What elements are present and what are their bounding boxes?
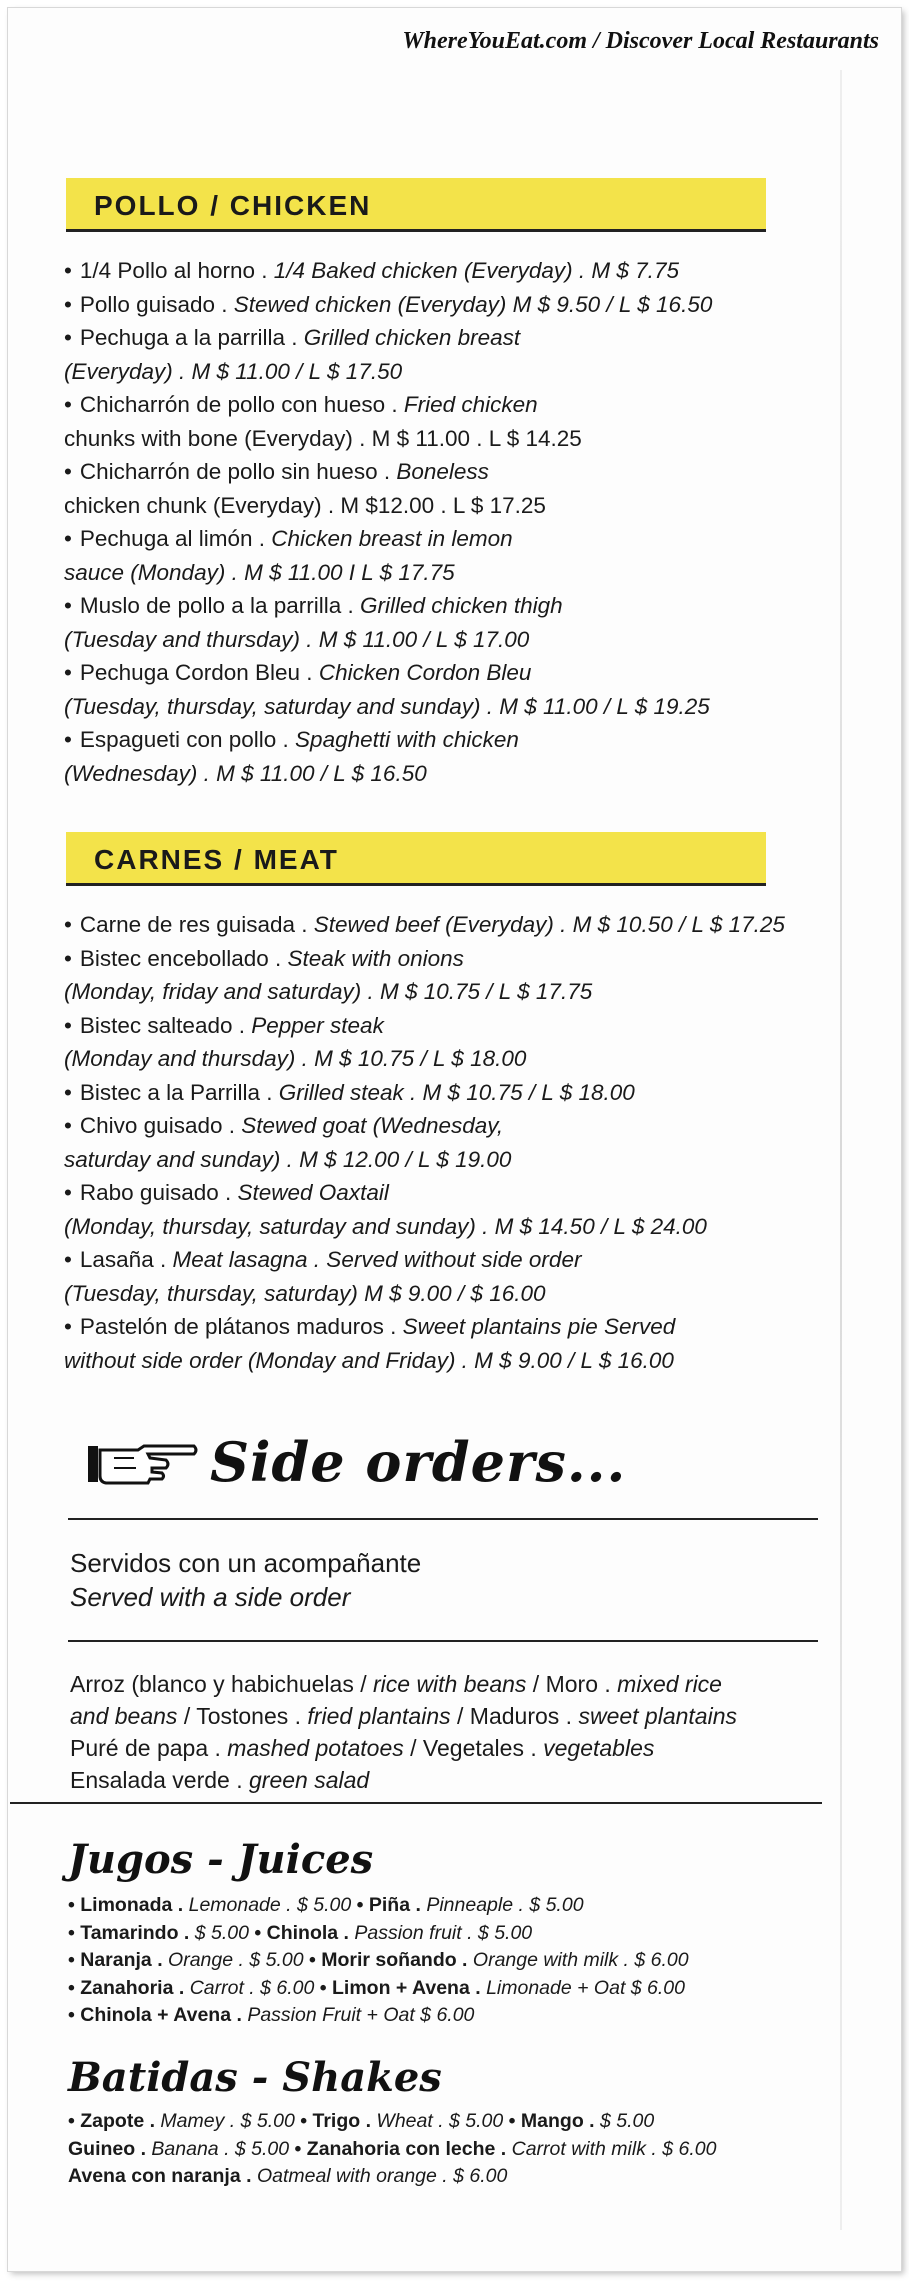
- list-line: [70, 1700, 830, 1732]
- list-line: [70, 1668, 830, 1700]
- menu-item: [64, 723, 844, 790]
- item-price: (Tuesday, thursday, saturday and sunday) . M $ 11.00 / L $ 19.25: [64, 693, 710, 719]
- menu-item: [64, 1109, 844, 1176]
- item-description: Grilled chicken breast: [297, 325, 521, 350]
- served-note: [70, 1546, 421, 1614]
- menu-item: [64, 455, 844, 522]
- spanish-text: • Chinola + Avena .: [68, 2004, 248, 2026]
- bullet-icon: •: [64, 392, 72, 417]
- item-description: Stewed Oaxtail: [231, 1180, 389, 1205]
- item-price: (Tuesday and thursday) . M $ 11.00 / L $ 17.00: [64, 626, 530, 652]
- item-price: chunks with bone (Everyday) . M $ 11.00 . L $ 14.25: [64, 425, 582, 451]
- item-name: Espagueti con pollo .: [79, 727, 289, 752]
- spanish-text: Guineo .: [68, 2137, 152, 2160]
- menu-item: [64, 321, 844, 388]
- item-name: Pechuga Cordon Bleu .: [79, 660, 313, 685]
- spanish-text: • Zanahoria .: [68, 1976, 190, 1999]
- list-line: [70, 1732, 830, 1764]
- spanish-text: / Moro .: [526, 1671, 618, 1697]
- item-price: saturday and sunday) . M $ 12.00 / L $ 19.00: [64, 1146, 512, 1172]
- side-orders-header: [86, 1430, 686, 1500]
- bullet-icon: •: [64, 291, 72, 317]
- item-description: Chicken Cordon Bleu: [312, 660, 532, 685]
- served-en: Served with a side order: [70, 1582, 351, 1612]
- english-text: Pinneaple . $ 5.00: [426, 1894, 584, 1916]
- menu-item: [64, 388, 844, 455]
- side-orders-list: [70, 1668, 830, 1796]
- bullet-icon: •: [64, 526, 72, 551]
- item-description: Spaghetti with chicken: [288, 727, 519, 752]
- list-line: [68, 2108, 848, 2136]
- spanish-text: Ensalada verde .: [70, 1767, 250, 1793]
- english-text: rice with beans: [373, 1671, 527, 1697]
- section-header-chicken: [66, 178, 766, 232]
- bullet-icon: •: [64, 727, 72, 752]
- english-text: Passion Fruit + Oat $ 6.00: [247, 2004, 475, 2026]
- spanish-text: / Tostones .: [177, 1703, 308, 1729]
- pointing-hand-icon: [86, 1438, 198, 1490]
- item-name: Pechuga al limón .: [79, 526, 265, 551]
- item-description: 1/4 Baked chicken (Everyday) . M $ 7.75: [267, 258, 679, 283]
- english-text: $ 5.00: [194, 1921, 255, 1944]
- spanish-text: Avena con naranja .: [68, 2165, 257, 2187]
- bullet-icon: •: [64, 660, 72, 685]
- section-title-chicken: POLLO / CHICKEN: [94, 190, 372, 221]
- item-name: Bistec encebollado .: [79, 945, 282, 971]
- item-description: Sweet plantains pie Served: [396, 1314, 676, 1339]
- item-description: Stewed goat (Wednesday,: [235, 1113, 504, 1138]
- bullet-icon: •: [64, 1180, 72, 1205]
- english-text: Mamey . $ 5.00: [160, 2110, 301, 2132]
- item-name: Muslo de pollo a la parrilla .: [79, 593, 354, 618]
- english-text: sweet plantains: [578, 1703, 737, 1729]
- item-name: Chicharrón de pollo con hueso .: [79, 392, 398, 417]
- spanish-text: • Tamarindo .: [68, 1921, 195, 1944]
- list-line: [68, 1975, 848, 2003]
- item-price: (Monday, friday and saturday) . M $ 10.75 / L $ 17.75: [64, 979, 593, 1004]
- meat-items: [64, 908, 844, 1377]
- menu-item: [64, 522, 844, 589]
- item-description: Steak with onions: [281, 945, 464, 971]
- menu-item: [64, 254, 844, 288]
- side-orders-title: Side orders...: [210, 1430, 627, 1494]
- spanish-text: • Limon + Avena .: [319, 1976, 487, 1999]
- divider: [10, 1802, 822, 1804]
- spanish-text: • Mango .: [508, 2110, 600, 2132]
- shakes-list: [68, 2108, 848, 2191]
- divider: [68, 1518, 818, 1520]
- english-text: Passion fruit . $ 5.00: [354, 1921, 533, 1944]
- section-header-meat: [66, 832, 766, 886]
- item-price: without side order (Monday and Friday) . M $ 9.00 / L $ 16.00: [64, 1347, 674, 1373]
- menu-item: [64, 589, 844, 656]
- menu-item: [64, 942, 844, 1009]
- item-name: Bistec salteado .: [79, 1012, 245, 1038]
- menu-item: [64, 1176, 844, 1243]
- item-name: Bistec a la Parrilla .: [79, 1079, 273, 1105]
- item-price: chicken chunk (Everyday) . M $12.00 . L $ 17.25: [64, 492, 546, 518]
- item-name: Carne de res guisada .: [79, 912, 308, 937]
- english-text: Carrot . $ 6.00: [189, 1976, 320, 1999]
- list-line: [68, 1920, 848, 1948]
- chicken-items: [64, 254, 844, 790]
- item-name: Chivo guisado .: [79, 1113, 235, 1138]
- menu-item: [64, 1310, 844, 1377]
- item-description: Pepper steak: [244, 1012, 384, 1038]
- juices-list: [68, 1892, 848, 2030]
- item-name: Lasaña .: [79, 1247, 167, 1272]
- item-price: (Everyday) . M $ 11.00 / L $ 17.50: [64, 358, 403, 384]
- item-price: (Tuesday, thursday, saturday) M $ 9.00 / $ 16.00: [64, 1280, 546, 1306]
- list-line: [68, 1892, 848, 1920]
- item-price: (Monday and thursday) . M $ 10.75 / L $ 18.00: [64, 1046, 527, 1071]
- bullet-icon: •: [64, 1314, 72, 1339]
- menu-item: [64, 288, 844, 322]
- spanish-text: • Naranja .: [68, 1949, 169, 1971]
- shakes-title: Batidas - Shakes: [68, 2054, 442, 2101]
- item-description: Boneless: [390, 459, 489, 484]
- item-price: (Wednesday) . M $ 11.00 / L $ 16.50: [64, 760, 427, 786]
- bullet-icon: •: [64, 1012, 72, 1038]
- bullet-icon: •: [64, 258, 72, 283]
- list-line: [68, 2002, 848, 2030]
- spanish-text: • Chinola .: [254, 1921, 355, 1944]
- spanish-text: • Limonada .: [68, 1894, 189, 1916]
- served-es: Servidos con un acompañante: [70, 1548, 422, 1578]
- list-line: [68, 2163, 848, 2191]
- english-text: Oatmeal with orange . $ 6.00: [256, 2165, 508, 2187]
- item-name: Pechuga a la parrilla .: [79, 325, 298, 350]
- item-name: Rabo guisado .: [79, 1180, 232, 1205]
- menu-item: [64, 656, 844, 723]
- bullet-icon: •: [64, 1079, 72, 1105]
- item-description: Grilled chicken thigh: [353, 593, 563, 618]
- spanish-text: • Morir soñando .: [308, 1949, 473, 1971]
- bullet-icon: •: [64, 459, 72, 484]
- spanish-text: • Zapote .: [68, 2110, 161, 2132]
- menu-item: [64, 1009, 844, 1076]
- item-description: Grilled steak . M $ 10.75 / L $ 18.00: [272, 1079, 635, 1105]
- item-description: Meat lasagna . Served without side order: [166, 1247, 582, 1272]
- spanish-text: Arroz (blanco y habichuelas /: [70, 1671, 373, 1697]
- item-description: Chicken breast in lemon: [265, 526, 513, 551]
- spanish-text: • Piña .: [356, 1894, 427, 1916]
- english-text: mixed rice: [617, 1671, 722, 1697]
- english-text: Limonade + Oat $ 6.00: [486, 1976, 685, 1999]
- menu-item: [64, 908, 844, 942]
- bullet-icon: •: [64, 593, 72, 618]
- bullet-icon: •: [64, 945, 72, 971]
- item-description: Stewed chicken (Everyday) M $ 9.50 / L $ 16.50: [227, 291, 713, 317]
- bullet-icon: •: [64, 1113, 72, 1138]
- english-text: Carrot with milk . $ 6.00: [511, 2137, 717, 2160]
- bullet-icon: •: [64, 912, 72, 937]
- english-text: Orange . $ 5.00: [168, 1949, 309, 1971]
- list-line: [68, 2136, 848, 2164]
- bullet-icon: •: [64, 325, 72, 350]
- english-text: Wheat . $ 5.00: [376, 2110, 509, 2132]
- divider: [68, 1640, 818, 1642]
- spanish-text: / Vegetales .: [403, 1735, 544, 1761]
- list-line: [70, 1764, 830, 1796]
- english-text: Orange with milk . $ 6.00: [472, 1949, 689, 1971]
- english-text: fried plantains: [307, 1703, 451, 1729]
- item-name: Pollo guisado .: [79, 291, 228, 317]
- item-name: Pastelón de plátanos maduros .: [79, 1314, 397, 1339]
- english-text: green salad: [249, 1767, 370, 1793]
- item-price: (Monday, thursday, saturday and sunday) . M $ 14.50 / L $ 24.00: [64, 1213, 707, 1239]
- english-text: vegetables: [543, 1735, 655, 1761]
- english-text: Lemonade . $ 5.00: [188, 1894, 357, 1916]
- site-header: WhereYouEat.com / Discover Local Restaurants: [402, 28, 879, 54]
- spanish-text: • Trigo .: [300, 2110, 377, 2132]
- section-title-meat: CARNES / MEAT: [94, 844, 339, 875]
- spanish-text: / Maduros .: [450, 1703, 579, 1729]
- item-name: 1/4 Pollo al horno .: [79, 258, 268, 283]
- spanish-text: • Zanahoria con leche .: [294, 2137, 512, 2160]
- english-text: mashed potatoes: [227, 1735, 404, 1761]
- english-text: and beans: [70, 1703, 178, 1729]
- item-name: Chicharrón de pollo sin hueso .: [79, 459, 391, 484]
- spanish-text: Puré de papa .: [70, 1735, 228, 1761]
- item-description: Stewed beef (Everyday) . M $ 10.50 / L $ 17.25: [307, 912, 785, 937]
- item-price: sauce (Monday) . M $ 11.00 I L $ 17.75: [64, 559, 455, 585]
- item-description: Fried chicken: [397, 392, 538, 417]
- english-text: Banana . $ 5.00: [151, 2137, 295, 2160]
- list-line: [68, 1947, 848, 1975]
- bullet-icon: •: [64, 1247, 72, 1272]
- juices-title: Jugos - Juices: [68, 1836, 374, 1883]
- menu-item: [64, 1076, 844, 1110]
- english-text: $ 5.00: [600, 2110, 655, 2132]
- menu-item: [64, 1243, 844, 1310]
